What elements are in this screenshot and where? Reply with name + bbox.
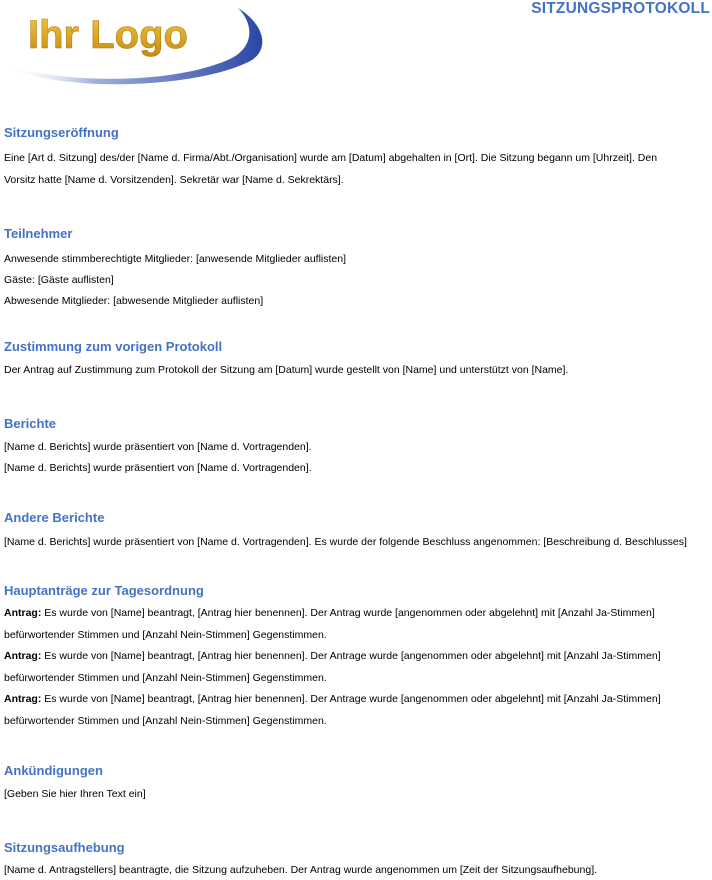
other-reports-line: [Name d. Berichts] wurde präsentiert von [Name d. Vortragenden]. Es wurde der folgende Beschluss angenommen: [Beschreibung d. Beschlusses] <box>4 536 687 548</box>
motion-text: Es wurde von [Name] beantragt, [Antrag hier benennen]. Der Antrage wurde [angenommen oder abgelehnt] mit [Anzahl Ja-Stimmen] <box>41 693 661 705</box>
heading-participants: Teilnehmer <box>4 226 73 241</box>
motion-text: Es wurde von [Name] beantragt, [Antrag hier benennen]. Der Antrag wurde [angenommen oder abgelehnt] mit [Anzahl Ja-Stimmen] <box>41 607 655 619</box>
document-title: SITZUNGSPROTOKOLL <box>531 0 710 17</box>
motion-label: Antrag: <box>4 650 42 662</box>
motion-text: Es wurde von [Name] beantragt, [Antrag hier benennen]. Der Antrage wurde [angenommen oder abgelehnt] mit [Anzahl Ja-Stimmen] <box>41 650 661 662</box>
heading-reports: Berichte <box>4 416 57 431</box>
heading-opening: Sitzungseröffnung <box>4 125 119 140</box>
approval-line: Der Antrag auf Zustimmung zum Protokoll der Sitzung am [Datum] wurde gestellt von [Name] und unterstützt von [Name]. <box>4 364 569 376</box>
motion-line: befürwortender Stimmen und [Anzahl Nein-Stimmen] Gegenstimmen. <box>4 672 327 684</box>
motion-line <box>4 649 661 663</box>
reports-line: [Name d. Berichts] wurde präsentiert von [Name d. Vortragenden]. <box>4 462 312 474</box>
heading-motions: Hauptanträge zur Tagesordnung <box>4 583 204 598</box>
motion-line <box>4 606 655 620</box>
company-logo <box>2 2 264 86</box>
adjournment-line: [Name d. Antragstellers] beantragte, die Sitzung aufzuheben. Der Antrag wurde angenommen um [Zeit der Sitzungsaufhebung]. <box>4 864 598 876</box>
opening-text-line: Vorsitz hatte [Name d. Vorsitzenden]. Sekretär war [Name d. Sekrektärs]. <box>4 174 344 186</box>
participants-line: Abwesende Mitglieder: [abwesende Mitglieder auflisten] <box>4 295 264 307</box>
logo-text: Ihr Logo <box>28 13 188 57</box>
participants-line: Gäste: [Gäste auflisten] <box>4 274 114 286</box>
motion-label: Antrag: <box>4 607 42 619</box>
participants-line: Anwesende stimmberechtigte Mitglieder: [anwesende Mitglieder auflisten] <box>4 253 347 265</box>
heading-announcements: Ankündigungen <box>4 763 103 778</box>
heading-adjournment: Sitzungsaufhebung <box>4 840 125 855</box>
motion-line <box>4 692 661 706</box>
heading-approval: Zustimmung zum vorigen Protokoll <box>4 339 223 354</box>
reports-line: [Name d. Berichts] wurde präsentiert von [Name d. Vortragenden]. <box>4 441 312 453</box>
motion-line: befürwortender Stimmen und [Anzahl Nein-Stimmen] Gegenstimmen. <box>4 629 327 641</box>
heading-other-reports: Andere Berichte <box>4 510 105 525</box>
motion-label: Antrag: <box>4 693 42 705</box>
motion-line: befürwortender Stimmen und [Anzahl Nein-Stimmen] Gegenstimmen. <box>4 715 327 727</box>
opening-text-line: Eine [Art d. Sitzung] des/der [Name d. Firma/Abt./Organisation] wurde am [Datum] abgehalten in [Ort]. Die Sitzung begann um [Uhrzeit]. Den <box>4 152 658 164</box>
announcements-line: [Geben Sie hier Ihren Text ein] <box>4 788 146 800</box>
